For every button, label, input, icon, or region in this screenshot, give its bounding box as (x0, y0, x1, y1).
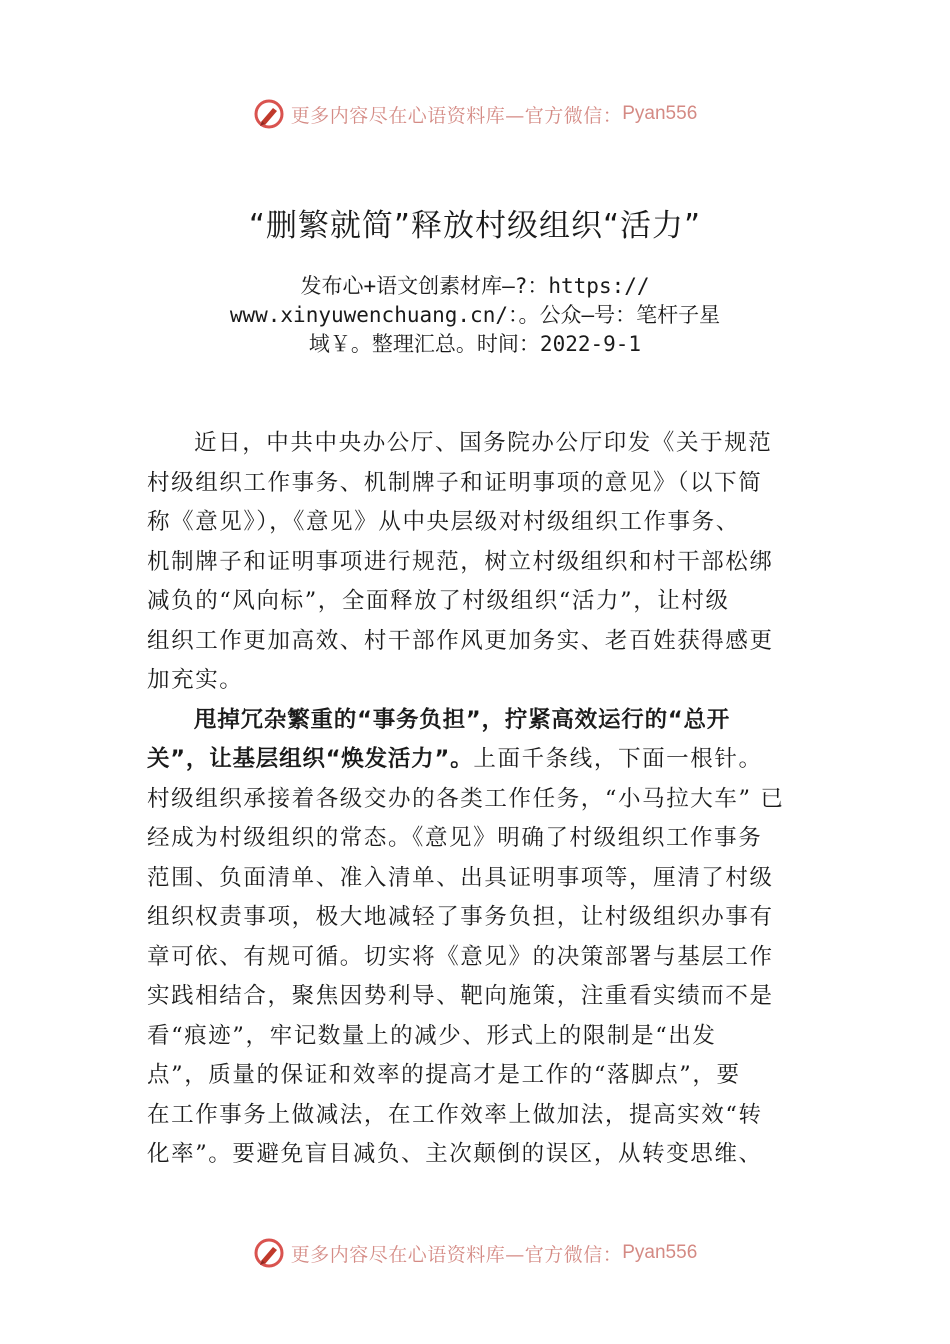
source-line: www.xinyuwenchuang.cn/：。公众—号：笔杆子星 (229, 303, 721, 327)
text-line: 经成为村级组织的常态。《意见》明确了村级组织工作事务 (147, 825, 763, 851)
header-banner (0, 94, 950, 134)
bold-heading-line: 关”，让基层组织“焕发活力”。 (147, 746, 474, 772)
banner-wechat-id: Pyan556 (622, 103, 698, 124)
text-line: 组织工作更加高效、村干部作风更加务实、老百姓获得感更 (147, 627, 774, 654)
text-line: 机制牌子和证明事项进行规范，树立村级组织和村干部松绑 (147, 548, 774, 575)
text-line: 范围、负面清单、准入清单、出具证明事项等，厘清了村级 (147, 864, 774, 891)
document-title: “删繁就简”释放村级组织“活力” (248, 208, 702, 244)
text-line (147, 740, 812, 780)
source-info (150, 272, 800, 359)
source-line: 发布心+语文创素材库—?：https:// (300, 274, 650, 298)
text-line: 组织权责事项，极大地减轻了事务负担，让村级组织办事有 (147, 904, 774, 930)
footer-banner (0, 1233, 950, 1273)
text-line: 近日，中共中央办公厅、国务院办公厅印发《关于规范 (194, 430, 773, 456)
source-line: 域￥。整理汇总。时间：2022-9-1 (308, 332, 642, 356)
text-line: 实践相结合，聚焦因势利导、靶向施策，注重看实绩而不是 (147, 983, 774, 1009)
paragraph-1 (147, 424, 812, 701)
text-line: 村级组织工作事务、机制牌子和证明事项的意见》（以下简 (147, 469, 763, 496)
bold-heading-line: 甩掉冗杂繁重的“事务负担”，拧紧高效运行的“总开 (194, 706, 731, 733)
text-line: 在工作事务上做减法，在工作效率上做加法，提高实效“转 (147, 1101, 763, 1128)
banner-text: 更多内容尽在心语资料库—官方微信： (290, 104, 623, 127)
text-line: 加充实。 (147, 667, 244, 693)
text-line: 看“痕迹”，牢记数量上的减少、形式上的限制是“出发 (147, 1022, 717, 1049)
banner-text: 更多内容尽在心语资料库—官方微信： (290, 1243, 623, 1266)
banner-wechat-id: Pyan556 (622, 1242, 698, 1263)
text-line: 点”，质量的保证和效率的提高才是工作的“落脚点”，要 (147, 1062, 741, 1088)
pen-logo-icon (253, 1237, 285, 1269)
text-span: 上面千条线，下面一根针。 (473, 746, 763, 772)
text-line: 化率”。要避免盲目减负、主次颠倒的误区，从转变思维、 (147, 1141, 763, 1167)
text-line: 章可依、有规可循。切实将《意见》的决策部署与基层工作 (147, 943, 774, 970)
text-line: 称《意见》），《意见》从中央层级对村级组织工作事务、 (147, 509, 740, 535)
paragraph-2 (147, 701, 812, 1175)
text-line: 减负的“风向标”，全面释放了村级组织“活力”，让村级 (147, 588, 730, 614)
pen-logo-icon (253, 98, 285, 130)
text-line: 村级组织承接着各级交办的各类工作任务，“小马拉大车” 已 (147, 785, 785, 812)
document-body (147, 424, 812, 1175)
